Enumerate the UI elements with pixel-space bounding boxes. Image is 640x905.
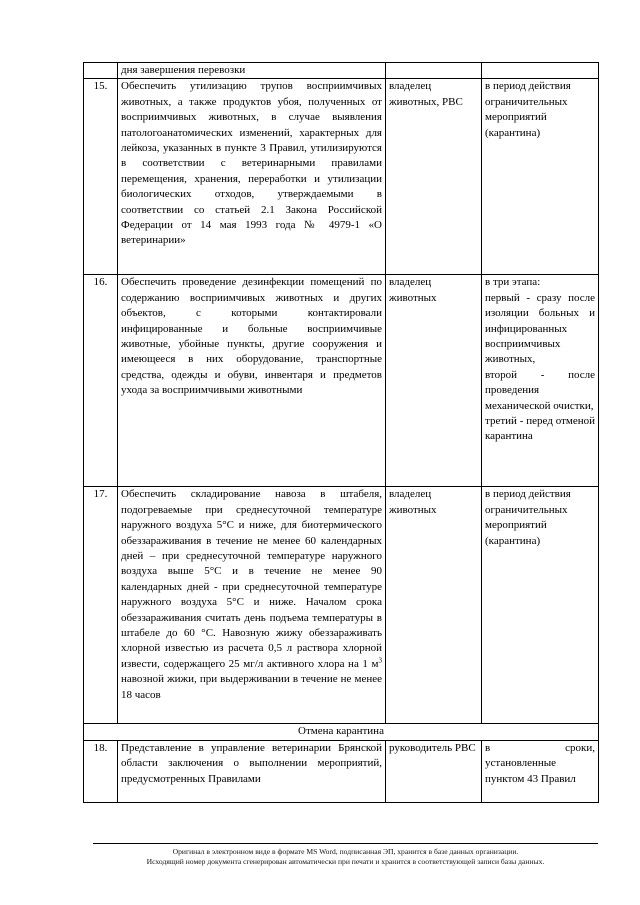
measure-text: Обеспечить утилизацию трупов восприимчивых животных, а также продуктов убоя, полученных от восприимчивых животных, в случае выявления патологоанатомических изменений, характерных для лейкоза, указанных в пункте 3 Правил, утилизируются в соответствии с ветеринарными правилами перемещения, хранения, переработки и утилизации биологических отходов, утверждаемыми в соответствии со статьей 2.1 Закона Российской Федерации от 14 мая 1993 года № 4979-1 «О ветеринарии» <box>118 79 386 275</box>
cubic-superscript: 3 <box>378 656 382 665</box>
responsible-cell: руководитель РВС <box>386 740 482 802</box>
row-number: 17. <box>84 487 118 724</box>
measure-text: Обеспечить проведение дезинфекции помещений по содержанию восприимчивых животных и других объектов, с которыми контактировали инфицированные и больные восприимчивые животные, убойные пункты, другие сооружения и имеющееся в них оборудование, транспортные средства, одежды и обуви, инвентаря и предметов ухода за восприимчивыми животными <box>118 275 386 487</box>
measure-text-main: Обеспечить складирование навоза в штабеля, подогреваемые при среднесуточной температуре наружного воздуха 5°С и ниже, для биотермического обеззараживания в течение не менее 60 календарных дней – при среднесуточной температуре наружного воздуха выше 5°С и в течение не менее 90 календарных дней - при среднесуточной температуре наружного воздуха 5°С и ниже. Началом срока обеззараживания считать день подъема температуры в штабеле до 60 °С. Навозную жижу обеззараживать хлорной известью из расчета 0,5 л раствора хлорной извести, содержащего 25 мг/л активного хлора на 1 м <box>121 488 382 670</box>
responsible-cell: владелец животных <box>386 487 482 724</box>
table-row <box>84 79 599 275</box>
responsible-cell: владелец животных, РВС <box>386 79 482 275</box>
table-row <box>84 487 599 724</box>
table-row <box>84 275 599 487</box>
table-row <box>84 740 599 802</box>
deadline-cell: в сроки, установленные пунктом 43 Правил <box>482 740 599 802</box>
deadline-line: третий - перед отменой карантина <box>485 415 595 443</box>
measures-table <box>83 62 599 803</box>
document-footer <box>93 847 598 867</box>
deadline-cell: в период действия ограничительных мероприятий (карантина) <box>482 487 599 724</box>
section-title: Отмена карантина <box>84 724 599 740</box>
footer-line: Исходящий номер документа сгенерирован автоматически при печати и хранится в соответствующей записи базы данных. <box>146 857 545 866</box>
row-number <box>84 63 118 79</box>
measure-text: дня завершения перевозки <box>118 63 386 79</box>
deadline-cell <box>482 275 599 487</box>
row-number: 18. <box>84 740 118 802</box>
deadline-cell <box>482 63 599 79</box>
row-number: 16. <box>84 275 118 487</box>
measure-text: Представление в управление ветеринарии Брянской области заключения о выполнении мероприятий, предусмотренных Правилами <box>118 740 386 802</box>
measure-text-tail: навозной жижи, при выдерживании в течение не менее 18 часов <box>121 673 382 701</box>
section-row <box>84 724 599 740</box>
measure-text <box>118 487 386 724</box>
footer-line: Оригинал в электронном виде в формате MS Word, подписанная ЭП, хранится в базе данных организации. <box>172 847 519 856</box>
table-row <box>84 63 599 79</box>
deadline-cell: в период действия ограничительных мероприятий (карантина) <box>482 79 599 275</box>
deadline-line: первый - сразу после изоляции больных и инфицированных восприимчивых животных, <box>485 291 595 366</box>
deadline-line: в три этапа: <box>485 276 541 289</box>
responsible-cell <box>386 63 482 79</box>
responsible-cell: владелец животных <box>386 275 482 487</box>
footer-divider <box>93 843 598 844</box>
row-number: 15. <box>84 79 118 275</box>
deadline-line: второй - после проведения механической очистки, <box>485 368 595 412</box>
